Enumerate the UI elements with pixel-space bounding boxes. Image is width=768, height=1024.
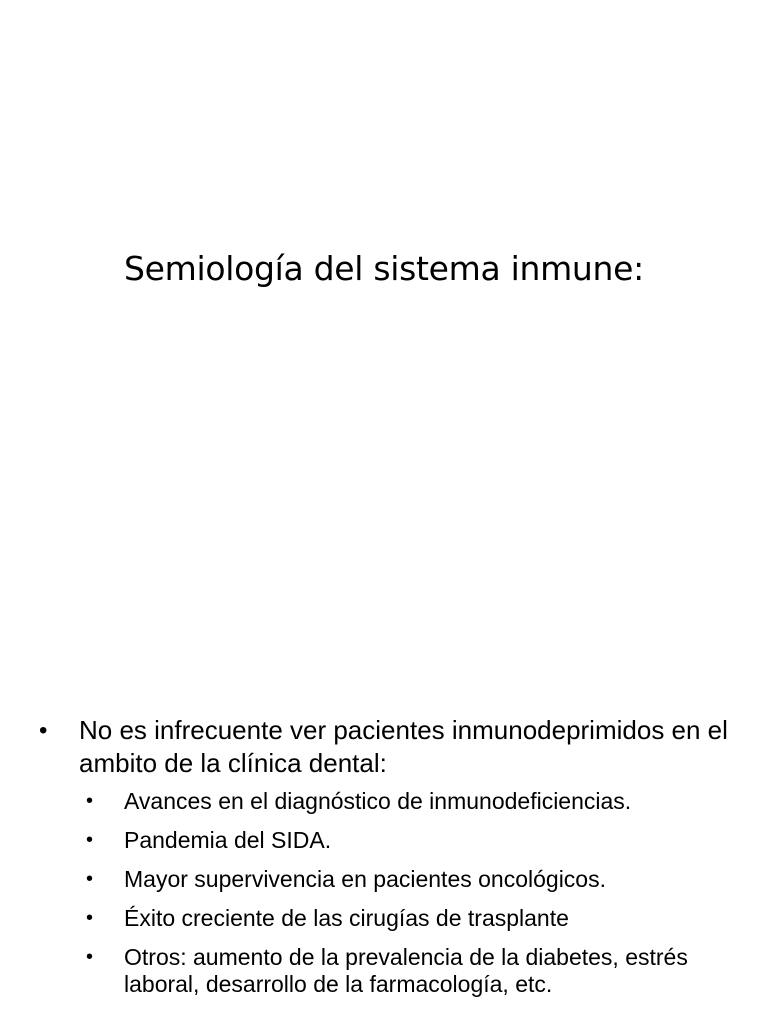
sub-bullet-text: Pandemia del SIDA. <box>124 827 332 853</box>
sub-bullet-text: Avances en el diagnóstico de inmunodeficiencias. <box>124 788 632 814</box>
bullet-icon: • <box>86 868 94 890</box>
bullet-icon: • <box>86 790 94 812</box>
bullet-icon: • <box>86 907 94 929</box>
sub-bullet-item <box>34 905 734 932</box>
sub-bullet-item <box>34 944 734 998</box>
main-bullet <box>34 714 734 780</box>
bullet-icon: • <box>39 717 48 744</box>
bullet-icon: • <box>86 829 94 851</box>
sub-bullet-item <box>34 827 734 854</box>
sub-bullet-text: Éxito creciente de las cirugías de trasplante <box>124 905 569 931</box>
slide-title: Semiología del sistema inmune: <box>124 249 644 288</box>
main-bullet-text: No es infrecuente ver pacientes inmunodeprimidos en el ambito de la clínica dental: <box>79 715 728 778</box>
sub-bullet-item <box>34 866 734 893</box>
sub-bullet-list <box>34 788 734 998</box>
sub-bullet-item <box>34 788 734 815</box>
sub-bullet-text: Mayor supervivencia en pacientes oncológicos. <box>124 866 606 892</box>
bullet-icon: • <box>86 946 94 968</box>
slide-content <box>34 714 734 1010</box>
sub-bullet-text: Otros: aumento de la prevalencia de la diabetes, estrés laboral, desarrollo de la farmacología, etc. <box>124 944 688 997</box>
